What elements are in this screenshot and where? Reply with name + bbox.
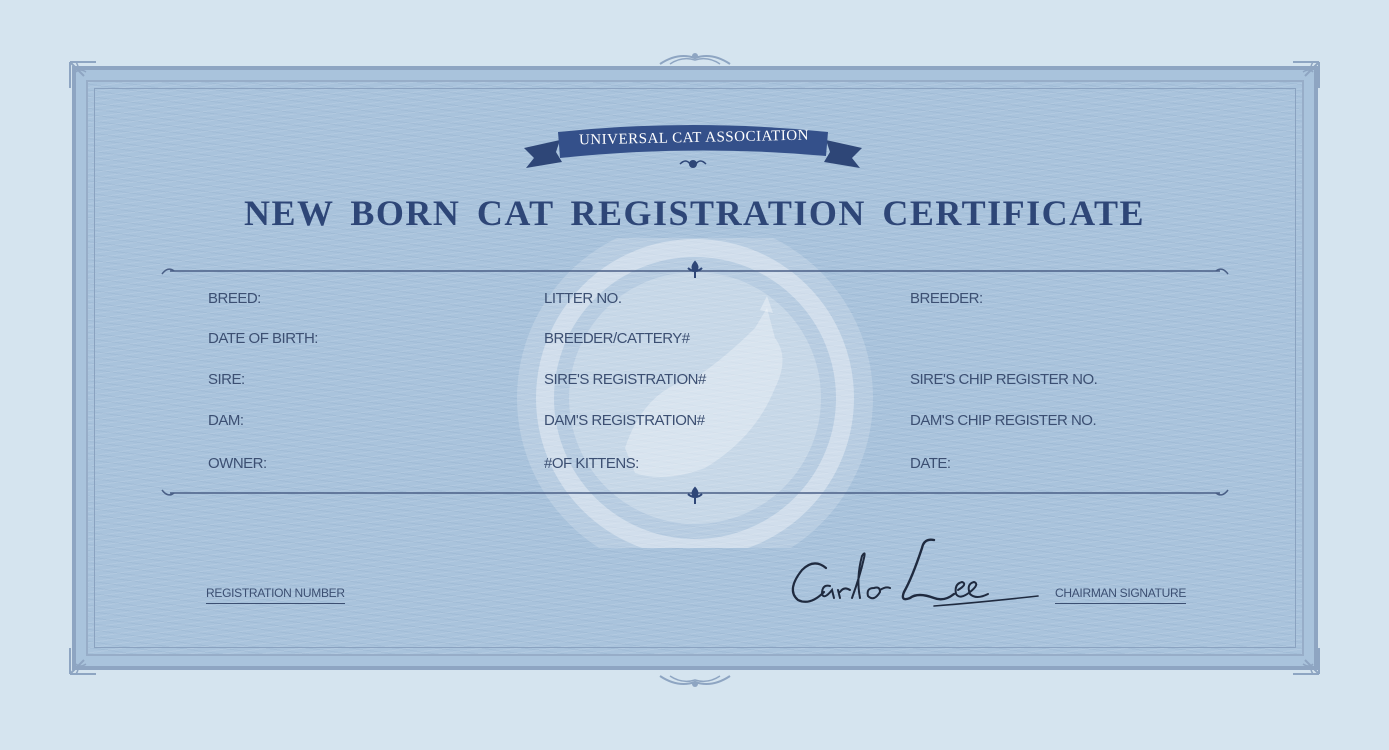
corner-ornament-icon [66, 644, 100, 678]
field-sire-registration: SIRE'S REGISTRATION# [544, 371, 706, 388]
field-owner: OWNER: [208, 455, 267, 472]
top-ornament-icon [658, 50, 732, 66]
field-dam-chip: DAM'S CHIP REGISTER NO. [910, 412, 1097, 429]
bottom-ornament-icon [658, 674, 732, 690]
field-breeder: BREEDER: [910, 290, 983, 307]
field-dam-registration: DAM'S REGISTRATION# [544, 412, 705, 429]
top-divider [160, 260, 1230, 280]
corner-ornament-icon [66, 58, 100, 92]
corner-ornament-icon [1289, 644, 1323, 678]
field-breeder-cattery: BREEDER/CATTERY# [544, 330, 690, 347]
organization-name: UNIVERSAL CAT ASSOCIATION [578, 127, 810, 149]
bottom-divider [160, 484, 1230, 504]
field-sire-chip: SIRE'S CHIP REGISTER NO. [910, 371, 1098, 388]
registration-number-label: REGISTRATION NUMBER [206, 586, 345, 604]
field-number-of-kittens: #OF KITTENS: [544, 455, 639, 472]
certificate-title: NEW BORN CAT REGISTRATION CERTIFICATE [243, 193, 1146, 233]
chairman-signature-label: CHAIRMAN SIGNATURE [1055, 586, 1186, 604]
field-breed: BREED: [208, 290, 261, 307]
field-litter-no: LITTER NO. [544, 290, 622, 307]
corner-ornament-icon [1289, 58, 1323, 92]
field-date-of-birth: DATE OF BIRTH: [208, 330, 318, 347]
field-sire: SIRE: [208, 371, 245, 388]
chairman-signature [784, 528, 1044, 614]
field-date: DATE: [910, 455, 951, 472]
field-dam: DAM: [208, 412, 244, 429]
